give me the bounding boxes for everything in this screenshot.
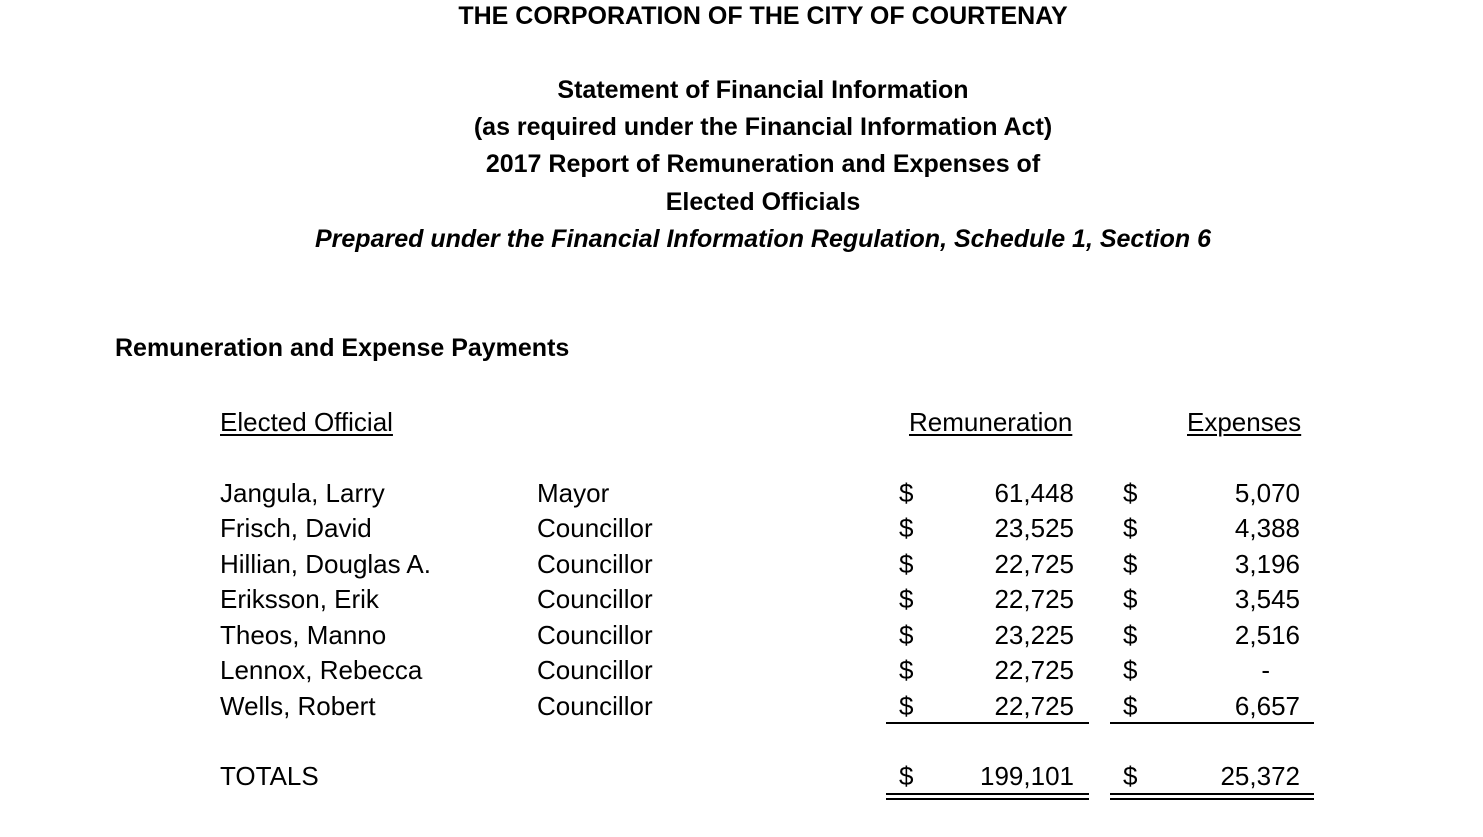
- remuneration-value: 23,525: [994, 513, 1074, 543]
- remuneration-currency: $: [899, 549, 914, 579]
- official-name: Frisch, David: [220, 513, 372, 543]
- totals-label: TOTALS: [220, 761, 319, 791]
- report-subtitle: Prepared under the Financial Information Regulation, Schedule 1, Section 6: [315, 225, 1211, 253]
- remuneration-currency: $: [899, 620, 914, 650]
- totals-expenses-currency: $: [1123, 761, 1138, 791]
- expenses-value: 3,196: [1234, 549, 1300, 579]
- remuneration-value: 22,725: [994, 584, 1074, 614]
- remuneration-currency: $: [899, 691, 914, 721]
- remuneration-total-double-rule-bottom: [886, 798, 1089, 800]
- organization-name: THE CORPORATION OF THE CITY OF COURTENAY: [458, 2, 1068, 30]
- official-role: Councillor: [537, 620, 653, 650]
- expenses-currency: $: [1123, 620, 1138, 650]
- totals-expenses-value: 25,372: [1220, 761, 1300, 791]
- official-name: Wells, Robert: [220, 691, 376, 721]
- official-name: Hillian, Douglas A.: [220, 549, 431, 579]
- expenses-value: -: [1261, 655, 1270, 685]
- column-header-expenses: Expenses: [1187, 407, 1302, 437]
- remuneration-value: 22,725: [994, 691, 1074, 721]
- column-header-official: Elected Official: [220, 407, 393, 437]
- totals-remuneration-currency: $: [899, 761, 914, 791]
- official-name: Lennox, Rebecca: [220, 655, 423, 685]
- totals-remuneration-value: 199,101: [980, 761, 1074, 791]
- expenses-value: 2,516: [1234, 620, 1300, 650]
- expenses-subtotal-rule: [1110, 722, 1314, 724]
- report-title-line-1: Statement of Financial Information: [557, 76, 969, 104]
- official-role: Mayor: [537, 478, 610, 508]
- expenses-currency: $: [1123, 691, 1138, 721]
- remuneration-value: 22,725: [994, 549, 1074, 579]
- expenses-total-double-rule-top: [1110, 793, 1314, 795]
- report-title-line-4: Elected Officials: [665, 188, 861, 216]
- official-role: Councillor: [537, 513, 653, 543]
- expenses-currency: $: [1123, 513, 1138, 543]
- remuneration-currency: $: [899, 478, 914, 508]
- expenses-currency: $: [1123, 549, 1138, 579]
- section-title: Remuneration and Expense Payments: [115, 334, 570, 362]
- column-header-remuneration: Remuneration: [909, 407, 1073, 437]
- expenses-value: 4,388: [1234, 513, 1300, 543]
- expenses-value: 3,545: [1234, 584, 1300, 614]
- official-name: Jangula, Larry: [220, 478, 385, 508]
- official-role: Councillor: [537, 584, 653, 614]
- report-title-line-2: (as required under the Financial Information Act): [473, 113, 1053, 141]
- official-role: Councillor: [537, 655, 653, 685]
- official-role: Councillor: [537, 691, 653, 721]
- expenses-currency: $: [1123, 584, 1138, 614]
- remuneration-subtotal-rule: [886, 722, 1089, 724]
- expenses-currency: $: [1123, 655, 1138, 685]
- expenses-currency: $: [1123, 478, 1138, 508]
- official-role: Councillor: [537, 549, 653, 579]
- remuneration-currency: $: [899, 513, 914, 543]
- report-title-line-3: 2017 Report of Remuneration and Expenses of: [485, 150, 1041, 178]
- expenses-value: 5,070: [1234, 478, 1300, 508]
- expenses-value: 6,657: [1234, 691, 1300, 721]
- remuneration-total-double-rule-top: [886, 793, 1089, 795]
- remuneration-value: 22,725: [994, 655, 1074, 685]
- remuneration-value: 61,448: [994, 478, 1074, 508]
- remuneration-value: 23,225: [994, 620, 1074, 650]
- remuneration-currency: $: [899, 655, 914, 685]
- remuneration-currency: $: [899, 584, 914, 614]
- expenses-total-double-rule-bottom: [1110, 798, 1314, 800]
- official-name: Theos, Manno: [220, 620, 387, 650]
- official-name: Eriksson, Erik: [220, 584, 379, 614]
